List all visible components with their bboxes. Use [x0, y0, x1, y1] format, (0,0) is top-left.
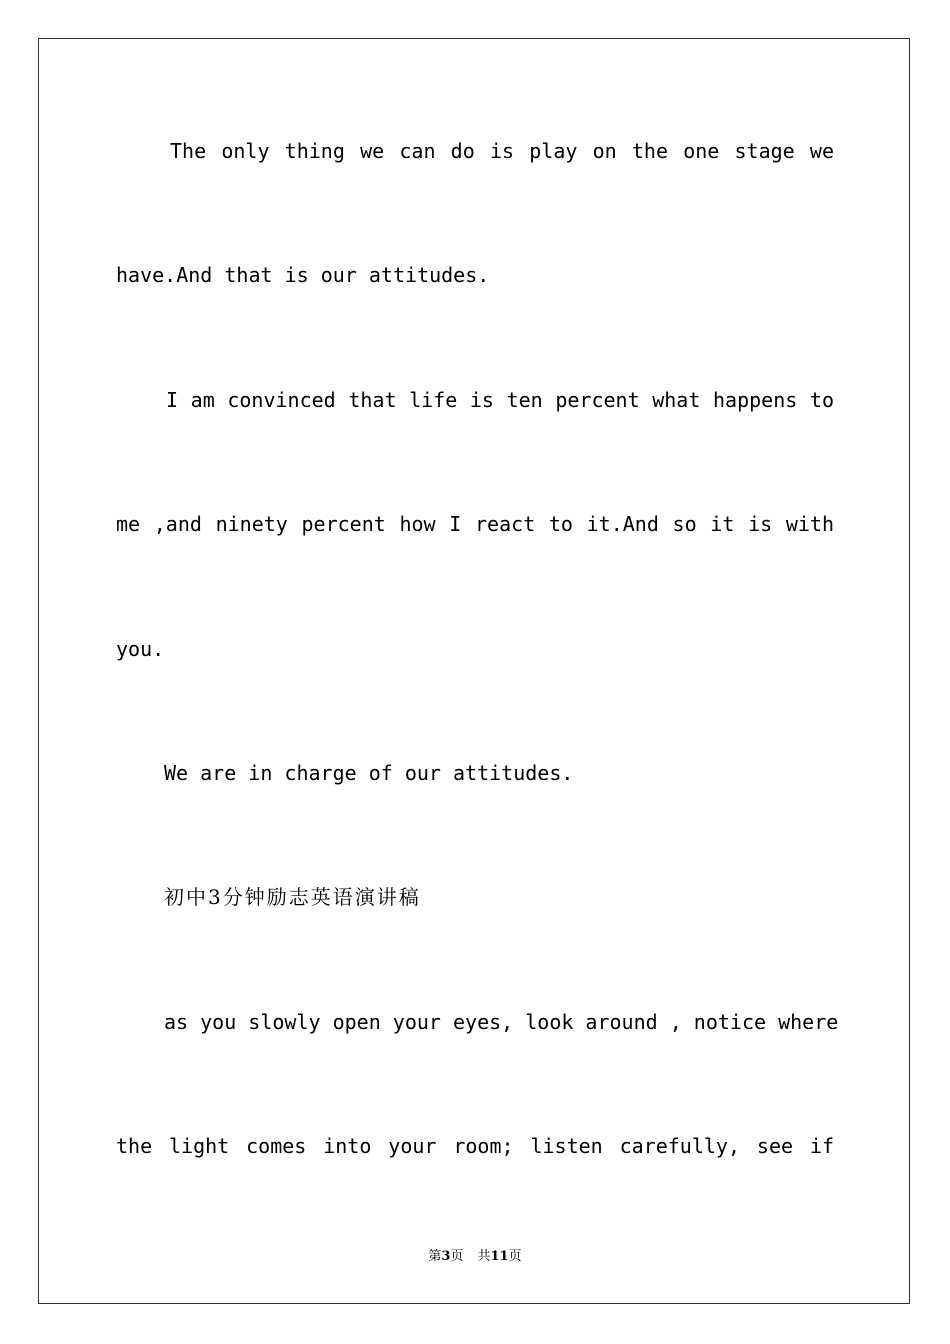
section-heading: 初中3分钟励志英语演讲稿 [164, 885, 421, 909]
page-frame [38, 38, 910, 1304]
text-line-3: I am convinced that life is ten percent what happens to [166, 388, 834, 412]
text-line-2: have.And that is our attitudes. [116, 263, 490, 287]
footer-total-suffix: 页 [508, 1249, 522, 1264]
text-line-4: me ,and ninety percent how I react to it.And so it is with [116, 512, 834, 536]
footer-total-prefix: 共 [477, 1249, 491, 1264]
current-page-number: 3 [441, 1249, 451, 1264]
footer-prefix: 第 [428, 1249, 442, 1264]
text-line-9: the light comes into your room; listen carefully, see if [116, 1134, 834, 1158]
text-line-6: We are in charge of our attitudes. [164, 761, 574, 785]
footer-page-suffix: 页 [450, 1249, 464, 1264]
text-line-8: as you slowly open your eyes, look around , notice where [164, 1010, 839, 1034]
total-pages-number: 11 [490, 1249, 509, 1264]
text-line-5: you. [116, 637, 165, 661]
text-line-1: The only thing we can do is play on the one stage we [170, 139, 834, 163]
page-footer [0, 1248, 950, 1266]
